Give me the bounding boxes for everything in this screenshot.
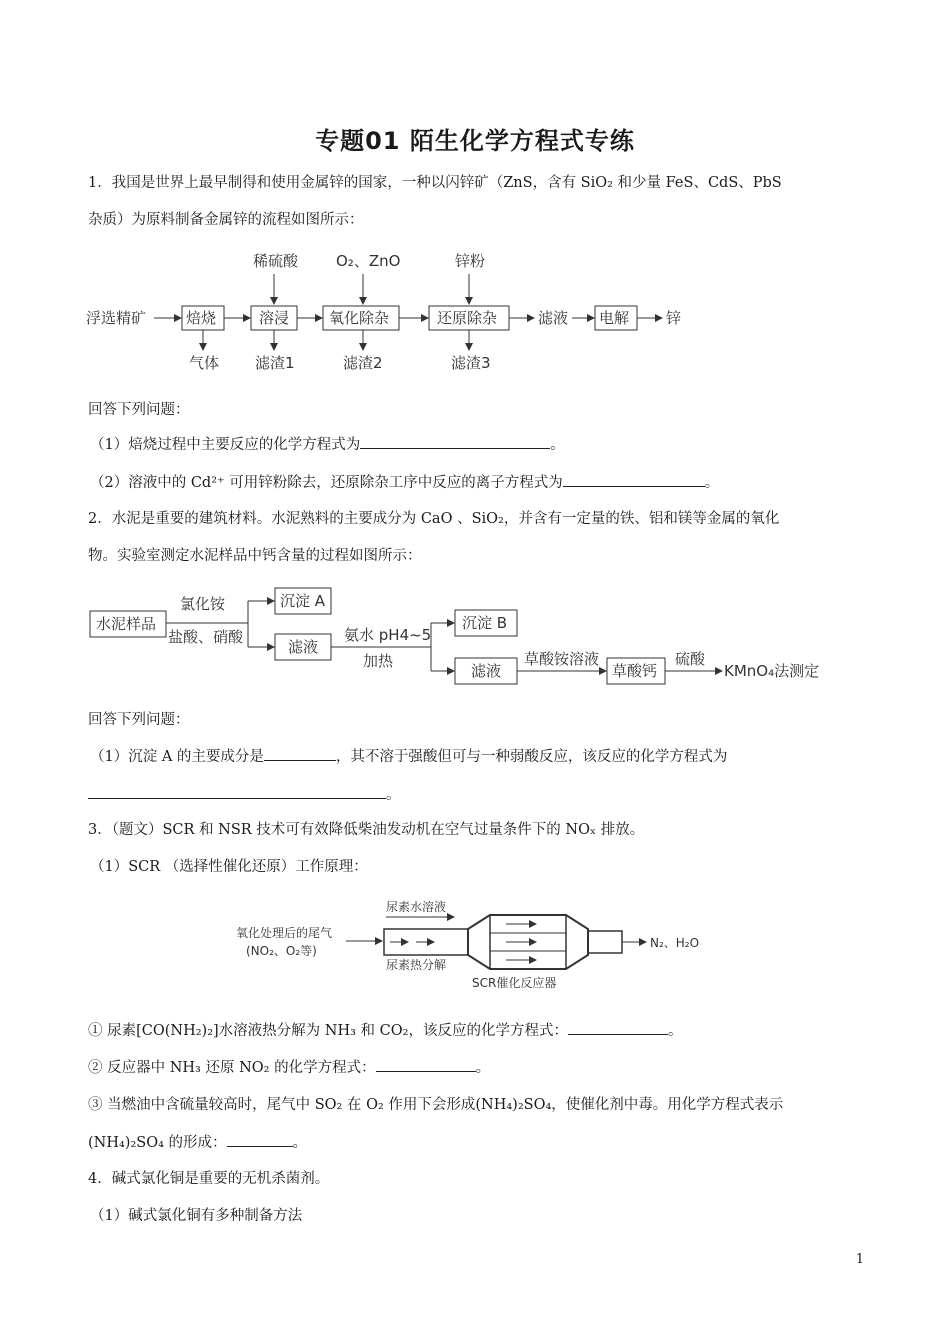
q3-item3-text: (NH₄)₂SO₄ 的形成： [88, 1135, 227, 1151]
urea-solution-label: 尿素水溶液 [386, 900, 447, 914]
output-residue1: 滤渣1 [255, 354, 295, 372]
box-leaching-label: 溶浸 [259, 309, 290, 327]
q1-text-line2: 杂质）为原料制备金属锌的流程如图所示： [88, 212, 364, 228]
box-filtrate-1-label: 滤液 [288, 638, 319, 656]
q3-item2 [88, 1057, 490, 1078]
flow-start-label: 浮选精矿 [86, 309, 147, 327]
q1-answer-intro: 回答下列问题： [88, 402, 190, 418]
q1-sub2 [90, 472, 719, 493]
box-precipitate-b-label: 沉淀 B [462, 614, 508, 632]
outlet-tube [588, 931, 622, 953]
box-filtrate-2-label: 滤液 [471, 662, 502, 680]
q1-sub1 [90, 434, 565, 455]
q1-sub2-text: （2）溶液中的 Cd²⁺ 可用锌粉除去，还原除杂工序中反应的离子方程式为 [90, 475, 563, 491]
output-residue3: 滤渣3 [451, 354, 491, 372]
page-title: 专题01 陌生化学方程式专练 [315, 127, 635, 155]
q3-item2-text: ② 反应器中 NH₃ 还原 NO₂ 的化学方程式： [88, 1060, 376, 1076]
condition-heating: 加热 [363, 652, 394, 670]
q1-sub1-text: （1）焙烧过程中主要反应的化学方程式为 [90, 437, 361, 453]
reagent-ammonium-chloride: 氯化铵 [180, 595, 226, 613]
q2-answer-intro: 回答下列问题： [88, 712, 190, 728]
q3-item1-answer-blank[interactable] [568, 1020, 668, 1035]
reagent-ammonia: 氨水 pH4~5 [344, 626, 432, 644]
box-cement-sample-label: 水泥样品 [96, 615, 157, 633]
output-residue2: 滤渣2 [343, 354, 383, 372]
flow-end-label: 锌 [666, 309, 682, 327]
cement-analysis-flow-diagram [88, 583, 838, 693]
q2-sub1-answer-blank-2[interactable] [88, 784, 386, 799]
q2-sub1-answer-blank-1[interactable] [264, 746, 336, 761]
q1-sub1-end: 。 [550, 437, 565, 453]
products-label: N₂、H₂O [650, 936, 700, 950]
reagent-ammonium-oxalate: 草酸铵溶液 [524, 650, 600, 668]
reagent-acids: 盐酸、硝酸 [168, 628, 244, 646]
box-reduction-label: 还原除杂 [437, 309, 498, 327]
q2-sub1-line2 [88, 784, 401, 805]
q2-sub1-text: （1）沉淀 A 的主要成分是 [90, 749, 264, 765]
exhaust-label-2: (NO₂、O₂等) [246, 944, 317, 958]
page-number: 1 [855, 1252, 864, 1267]
q3-item3-end: 。 [292, 1135, 308, 1151]
q4-sub1: （1）碱式氯化铜有多种制备方法 [90, 1208, 303, 1224]
q3-text-line1: 3．（题文）SCR 和 NSR 技术可有效降低柴油发动机在空气过量条件下的 NOₓ 排放。 [88, 822, 645, 838]
q3-item1 [88, 1020, 682, 1041]
q2-sub1-mid: ，其不溶于强酸但可与一种弱酸反应，该反应的化学方程式为 [335, 749, 728, 765]
q3-item1-text: ① 尿素[CO(NH₂)₂]水溶液热分解为 NH₃ 和 CO₂，该反应的化学方程式： [88, 1023, 568, 1039]
q3-item1-end: 。 [667, 1023, 683, 1039]
q2-text-line2: 物。实验室测定水泥样品中钙含量的过程如图所示： [88, 548, 422, 564]
q2-sub1 [90, 746, 727, 767]
urea-decomp-label: 尿素热分解 [386, 958, 447, 972]
scr-reactor-diagram [236, 893, 726, 993]
filtrate-label: 滤液 [538, 309, 569, 327]
exhaust-label-1: 氧化处理后的尾气 [236, 926, 333, 940]
input-dilute-sulfuric: 稀硫酸 [253, 252, 299, 270]
input-zinc-powder: 锌粉 [455, 252, 486, 270]
q3-item3-line2 [88, 1132, 307, 1153]
q3-item3-line1: ③ 当燃油中含硫量较高时，尾气中 SO₂ 在 O₂ 作用下会形成(NH₄)₂SO₄，使催化剂中毒。用化学方程式表示 [88, 1097, 784, 1113]
q3-item3-answer-blank[interactable] [227, 1132, 293, 1147]
q1-text-line1: 1．我国是世界上最早制得和使用金属锌的国家，一种以闪锌矿（ZnS，含有 SiO₂ 和少量 FeS、CdS、PbS [88, 175, 782, 191]
box-oxidation-label: 氧化除杂 [329, 309, 390, 327]
q4-text-line1: 4．碱式氯化铜是重要的无机杀菌剂。 [88, 1171, 330, 1187]
q3-item2-answer-blank[interactable] [376, 1057, 476, 1072]
q1-sub2-end: 。 [704, 475, 720, 491]
q3-sub-title: （1）SCR （选择性催化还原）工作原理： [90, 859, 368, 875]
box-electrolysis-label: 电解 [599, 309, 630, 327]
zinc-process-flow-diagram [86, 246, 706, 378]
box-roasting-label: 焙烧 [186, 309, 217, 327]
box-precipitate-a-label: 沉淀 A [280, 592, 326, 610]
q2-sub1-end: 。 [386, 787, 401, 803]
reagent-sulfuric: 硫酸 [675, 650, 706, 668]
q1-sub1-answer-blank[interactable] [360, 434, 550, 449]
q1-sub2-answer-blank[interactable] [563, 472, 705, 487]
kmno4-titration-label: KMnO₄法测定 [724, 662, 820, 680]
box-calcium-oxalate-label: 草酸钙 [612, 662, 658, 680]
input-o2-zno: O₂、ZnO [336, 252, 401, 270]
q3-item2-end: 。 [475, 1060, 491, 1076]
reactor-label: SCR催化反应器 [472, 976, 557, 990]
q2-text-line1: 2．水泥是重要的建筑材料。水泥熟料的主要成分为 CaO 、SiO₂，并含有一定量的铁、铝和镁等金属的氧化 [88, 511, 780, 527]
output-gas: 气体 [189, 354, 220, 372]
